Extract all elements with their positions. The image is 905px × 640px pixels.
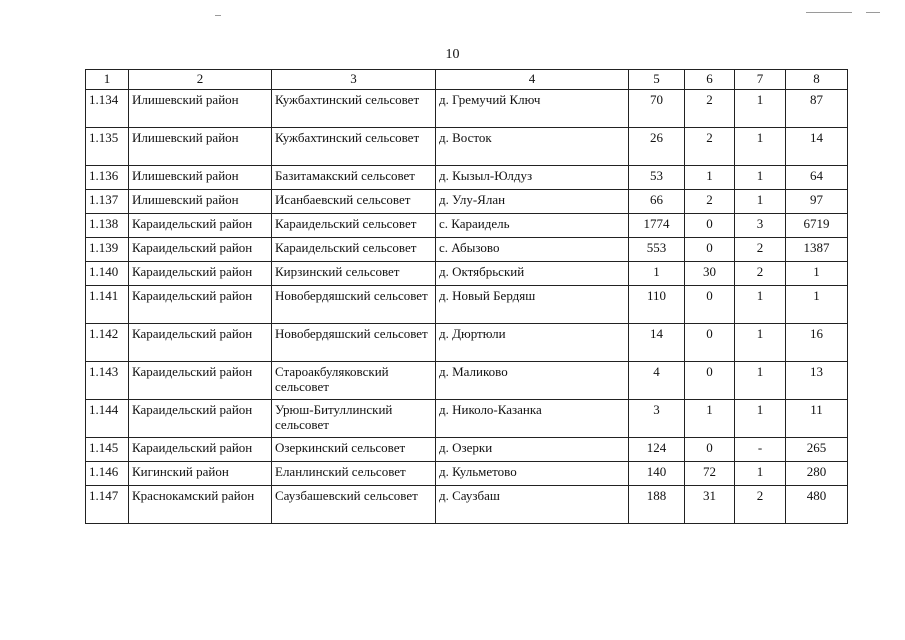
council-cell: Саузбашевский сельсовет xyxy=(272,486,436,524)
column-5-cell: 26 xyxy=(629,128,685,166)
table-row xyxy=(86,238,848,262)
district-cell: Илишевский район xyxy=(129,190,272,214)
district-cell: Караидельский район xyxy=(129,324,272,362)
settlement-cell: д. Кызыл-Юлдуз xyxy=(436,166,629,190)
council-cell: Караидельский сельсовет xyxy=(272,214,436,238)
table-row xyxy=(86,90,848,128)
column-6-cell: 2 xyxy=(685,128,735,166)
column-6-cell: 0 xyxy=(685,286,735,324)
row-number-cell: 1.137 xyxy=(86,190,129,214)
settlement-cell: с. Караидель xyxy=(436,214,629,238)
column-7-cell: - xyxy=(735,438,786,462)
column-8-cell: 14 xyxy=(786,128,848,166)
column-header-1: 1 xyxy=(86,70,129,90)
settlement-cell: д. Дюртюли xyxy=(436,324,629,362)
column-5-cell: 124 xyxy=(629,438,685,462)
settlement-cell: д. Озерки xyxy=(436,438,629,462)
settlement-cell: д. Маликово xyxy=(436,362,629,400)
column-5-cell: 140 xyxy=(629,462,685,486)
column-header-5: 5 xyxy=(629,70,685,90)
table-row xyxy=(86,362,848,400)
district-cell: Караидельский район xyxy=(129,286,272,324)
column-8-cell: 16 xyxy=(786,324,848,362)
row-number-cell: 1.135 xyxy=(86,128,129,166)
column-7-cell: 1 xyxy=(735,462,786,486)
column-7-cell: 1 xyxy=(735,362,786,400)
column-6-cell: 1 xyxy=(685,166,735,190)
settlement-cell: д. Николо-Казанка xyxy=(436,400,629,438)
row-number-cell: 1.142 xyxy=(86,324,129,362)
council-cell: Новобердяшский сельсовет xyxy=(272,286,436,324)
table-row xyxy=(86,438,848,462)
column-6-cell: 31 xyxy=(685,486,735,524)
row-number-cell: 1.145 xyxy=(86,438,129,462)
district-cell: Караидельский район xyxy=(129,362,272,400)
council-cell: Новобердяшский сельсовет xyxy=(272,324,436,362)
district-cell: Илишевский район xyxy=(129,166,272,190)
column-8-cell: 280 xyxy=(786,462,848,486)
council-cell: Урюш-Битуллинский сельсовет xyxy=(272,400,436,438)
column-7-cell: 1 xyxy=(735,90,786,128)
column-7-cell: 2 xyxy=(735,486,786,524)
page-number: 10 xyxy=(445,47,460,62)
column-6-cell: 1 xyxy=(685,400,735,438)
row-number-cell: 1.146 xyxy=(86,462,129,486)
settlement-cell: д. Новый Бердяш xyxy=(436,286,629,324)
column-5-cell: 53 xyxy=(629,166,685,190)
table-row xyxy=(86,128,848,166)
table-row xyxy=(86,400,848,438)
settlement-cell: д. Саузбаш xyxy=(436,486,629,524)
column-5-cell: 1774 xyxy=(629,214,685,238)
column-5-cell: 553 xyxy=(629,238,685,262)
column-6-cell: 2 xyxy=(685,90,735,128)
council-cell: Озеркинский сельсовет xyxy=(272,438,436,462)
column-7-cell: 2 xyxy=(735,238,786,262)
settlement-cell: д. Кульметово xyxy=(436,462,629,486)
column-8-cell: 97 xyxy=(786,190,848,214)
district-cell: Караидельский район xyxy=(129,438,272,462)
column-8-cell: 480 xyxy=(786,486,848,524)
district-cell: Илишевский район xyxy=(129,90,272,128)
council-cell: Караидельский сельсовет xyxy=(272,238,436,262)
table-row xyxy=(86,286,848,324)
row-number-cell: 1.144 xyxy=(86,400,129,438)
column-8-cell: 11 xyxy=(786,400,848,438)
column-6-cell: 0 xyxy=(685,238,735,262)
column-7-cell: 3 xyxy=(735,214,786,238)
data-table xyxy=(85,69,848,524)
column-5-cell: 14 xyxy=(629,324,685,362)
column-header-2: 2 xyxy=(129,70,272,90)
table-header-row xyxy=(86,70,848,90)
column-8-cell: 13 xyxy=(786,362,848,400)
scan-mark-top-left xyxy=(215,15,221,16)
column-6-cell: 0 xyxy=(685,324,735,362)
column-header-6: 6 xyxy=(685,70,735,90)
council-cell: Кужбахтинский сельсовет xyxy=(272,90,436,128)
column-5-cell: 188 xyxy=(629,486,685,524)
council-cell: Еланлинский сельсовет xyxy=(272,462,436,486)
column-7-cell: 2 xyxy=(735,262,786,286)
column-6-cell: 0 xyxy=(685,438,735,462)
column-5-cell: 110 xyxy=(629,286,685,324)
district-cell: Караидельский район xyxy=(129,214,272,238)
row-number-cell: 1.139 xyxy=(86,238,129,262)
council-cell: Староакбуляковский сельсовет xyxy=(272,362,436,400)
column-header-7: 7 xyxy=(735,70,786,90)
settlement-cell: д. Восток xyxy=(436,128,629,166)
district-cell: Илишевский район xyxy=(129,128,272,166)
table-row xyxy=(86,324,848,362)
column-6-cell: 72 xyxy=(685,462,735,486)
column-8-cell: 265 xyxy=(786,438,848,462)
district-cell: Кигинский район xyxy=(129,462,272,486)
scan-mark-top-right xyxy=(806,12,852,13)
column-8-cell: 6719 xyxy=(786,214,848,238)
column-6-cell: 2 xyxy=(685,190,735,214)
table-row xyxy=(86,462,848,486)
settlement-cell: д. Октябрьский xyxy=(436,262,629,286)
council-cell: Кирзинский сельсовет xyxy=(272,262,436,286)
district-cell: Караидельский район xyxy=(129,400,272,438)
column-5-cell: 3 xyxy=(629,400,685,438)
column-7-cell: 1 xyxy=(735,400,786,438)
council-cell: Базитамакский сельсовет xyxy=(272,166,436,190)
row-number-cell: 1.147 xyxy=(86,486,129,524)
column-5-cell: 66 xyxy=(629,190,685,214)
council-cell: Исанбаевский сельсовет xyxy=(272,190,436,214)
settlement-cell: д. Гремучий Ключ xyxy=(436,90,629,128)
column-5-cell: 1 xyxy=(629,262,685,286)
table-row xyxy=(86,214,848,238)
column-header-3: 3 xyxy=(272,70,436,90)
column-5-cell: 4 xyxy=(629,362,685,400)
table-row xyxy=(86,486,848,524)
row-number-cell: 1.143 xyxy=(86,362,129,400)
row-number-cell: 1.136 xyxy=(86,166,129,190)
district-cell: Караидельский район xyxy=(129,238,272,262)
column-7-cell: 1 xyxy=(735,286,786,324)
row-number-cell: 1.141 xyxy=(86,286,129,324)
column-8-cell: 87 xyxy=(786,90,848,128)
column-8-cell: 1 xyxy=(786,286,848,324)
row-number-cell: 1.140 xyxy=(86,262,129,286)
column-7-cell: 1 xyxy=(735,128,786,166)
column-5-cell: 70 xyxy=(629,90,685,128)
column-8-cell: 64 xyxy=(786,166,848,190)
column-header-4: 4 xyxy=(436,70,629,90)
district-cell: Краснокамский район xyxy=(129,486,272,524)
settlement-cell: с. Абызово xyxy=(436,238,629,262)
table-row xyxy=(86,166,848,190)
column-6-cell: 30 xyxy=(685,262,735,286)
column-8-cell: 1 xyxy=(786,262,848,286)
row-number-cell: 1.138 xyxy=(86,214,129,238)
council-cell: Кужбахтинский сельсовет xyxy=(272,128,436,166)
column-6-cell: 0 xyxy=(685,362,735,400)
column-7-cell: 1 xyxy=(735,324,786,362)
table-body xyxy=(86,90,848,524)
table-row xyxy=(86,190,848,214)
column-header-8: 8 xyxy=(786,70,848,90)
settlement-cell: д. Улу-Ялан xyxy=(436,190,629,214)
district-cell: Караидельский район xyxy=(129,262,272,286)
column-7-cell: 1 xyxy=(735,166,786,190)
column-8-cell: 1387 xyxy=(786,238,848,262)
column-6-cell: 0 xyxy=(685,214,735,238)
column-7-cell: 1 xyxy=(735,190,786,214)
scan-mark-top-right-2 xyxy=(866,12,880,13)
table-row xyxy=(86,262,848,286)
row-number-cell: 1.134 xyxy=(86,90,129,128)
